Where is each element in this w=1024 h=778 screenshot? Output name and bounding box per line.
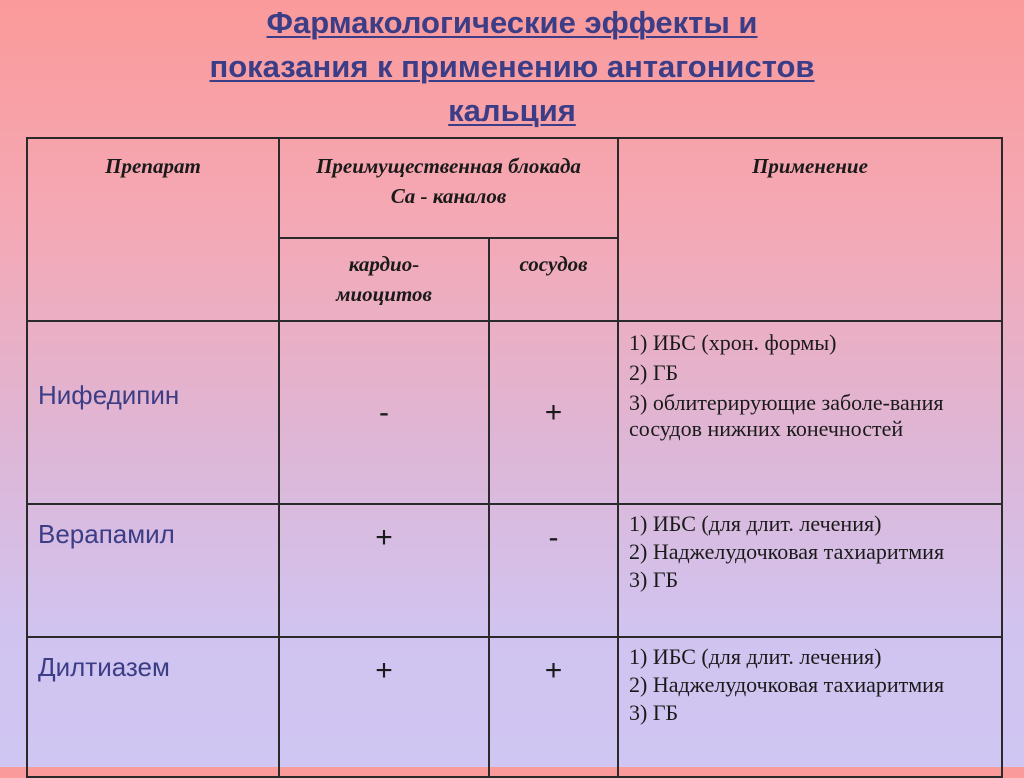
vessels-mark: - — [489, 504, 618, 637]
use-list — [618, 637, 1002, 777]
table-row — [27, 637, 1002, 777]
use-item: 3) ГБ — [629, 567, 679, 592]
use-list — [618, 504, 1002, 637]
calcium-antagonists-table — [26, 137, 1003, 778]
header-drug: Препарат — [27, 138, 279, 321]
table-row — [27, 504, 1002, 637]
table-row — [27, 321, 1002, 504]
use-list — [618, 321, 1002, 504]
use-item: 2) Наджелудочковая тахиаритмия — [629, 672, 945, 697]
use-item: 1) ИБС (для длит. лечения) — [629, 511, 882, 536]
vessels-mark: + — [489, 321, 618, 504]
drug-name: Дилтиазем — [27, 637, 279, 777]
use-item: 2) ГБ — [629, 360, 679, 385]
slide-title-line-2: показания к применению антагонистов — [209, 49, 815, 84]
header-vessels: сосудов — [489, 238, 618, 321]
cardio-mark: + — [279, 637, 489, 777]
use-item: 3) облитерирующие заболе-вания сосудов нижних конечностей — [629, 390, 944, 441]
header-cardio: кардио-миоцитов — [279, 238, 489, 321]
use-item: 3) ГБ — [629, 700, 679, 725]
cardio-mark: - — [279, 321, 489, 504]
header-use: Применение — [618, 138, 1002, 321]
cardio-mark: + — [279, 504, 489, 637]
vessels-mark: + — [489, 637, 618, 777]
header-blockade: Преимущественная блокада Ca - каналов — [279, 138, 618, 238]
slide-title-line-1: Фармакологические эффекты и — [266, 5, 758, 40]
slide-title — [0, 0, 1024, 133]
use-item: 1) ИБС (для длит. лечения) — [629, 644, 882, 669]
use-item: 2) Наджелудочковая тахиаритмия — [629, 539, 945, 564]
drug-name: Нифедипин — [27, 321, 279, 504]
use-item: 1) ИБС (хрон. формы) — [629, 330, 837, 355]
slide-title-line-3: кальция — [448, 93, 576, 128]
drug-name: Верапамил — [27, 504, 279, 637]
